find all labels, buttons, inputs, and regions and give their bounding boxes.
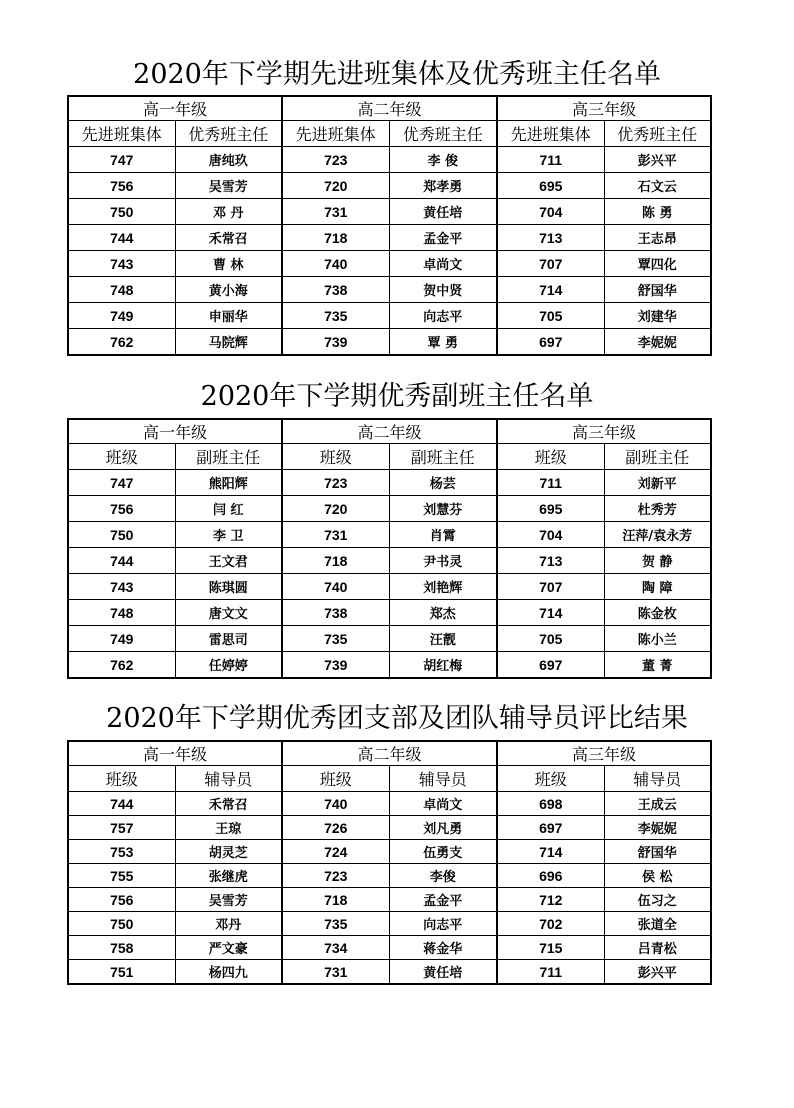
- teacher-name-cell: 汪靓: [389, 626, 497, 652]
- teacher-name-cell: 雷思司: [175, 626, 282, 652]
- column-header-row: [68, 766, 711, 792]
- table-row: [68, 251, 711, 277]
- column-header: 班级: [68, 766, 175, 792]
- teacher-name-cell: 黄任培: [389, 199, 497, 225]
- column-header-row: [68, 444, 711, 470]
- class-number-cell: 714: [497, 600, 604, 626]
- column-header: 先进班集体: [282, 121, 389, 147]
- class-number-cell: 735: [282, 303, 389, 329]
- teacher-name-cell: 黄任培: [389, 960, 497, 985]
- class-number-cell: 744: [68, 548, 175, 574]
- teacher-name-cell: 陶 障: [604, 574, 711, 600]
- teacher-name-cell: 覃四化: [604, 251, 711, 277]
- class-number-cell: 744: [68, 225, 175, 251]
- table-row: [68, 574, 711, 600]
- class-number-cell: 704: [497, 522, 604, 548]
- teacher-name-cell: 陈 勇: [604, 199, 711, 225]
- grade-header-row: [68, 419, 711, 444]
- table-row: [68, 303, 711, 329]
- teacher-name-cell: 唐纯玖: [175, 147, 282, 173]
- grade-header-row: [68, 96, 711, 121]
- class-number-cell: 747: [68, 470, 175, 496]
- class-number-cell: 740: [282, 792, 389, 816]
- teacher-name-cell: 彭兴平: [604, 147, 711, 173]
- table-row: [68, 960, 711, 985]
- column-header: 优秀班主任: [604, 121, 711, 147]
- class-number-cell: 718: [282, 225, 389, 251]
- table-row: [68, 816, 711, 840]
- teacher-name-cell: 刘凡勇: [389, 816, 497, 840]
- class-number-cell: 738: [282, 277, 389, 303]
- class-number-cell: 762: [68, 652, 175, 679]
- column-header: 副班主任: [175, 444, 282, 470]
- teacher-name-cell: 曹 林: [175, 251, 282, 277]
- section-title: 2020年下学期先进班集体及优秀班主任名单: [133, 59, 661, 90]
- column-header: 辅导员: [604, 766, 711, 792]
- teacher-name-cell: 陈金枚: [604, 600, 711, 626]
- teacher-name-cell: 严文豪: [175, 936, 282, 960]
- class-number-cell: 696: [497, 864, 604, 888]
- teacher-name-cell: 刘艳辉: [389, 574, 497, 600]
- table-row: [68, 199, 711, 225]
- class-number-cell: 750: [68, 199, 175, 225]
- teacher-name-cell: 贺中贤: [389, 277, 497, 303]
- class-number-cell: 748: [68, 600, 175, 626]
- teacher-name-cell: 杜秀芳: [604, 496, 711, 522]
- class-number-cell: 738: [282, 600, 389, 626]
- teacher-name-cell: 郑孝勇: [389, 173, 497, 199]
- class-number-cell: 697: [497, 652, 604, 679]
- teacher-name-cell: 李俊: [389, 864, 497, 888]
- class-number-cell: 713: [497, 225, 604, 251]
- teacher-name-cell: 闫 红: [175, 496, 282, 522]
- class-number-cell: 748: [68, 277, 175, 303]
- class-number-cell: 723: [282, 864, 389, 888]
- class-number-cell: 711: [497, 147, 604, 173]
- class-number-cell: 723: [282, 470, 389, 496]
- grade-header: 高三年级: [497, 96, 711, 121]
- teacher-name-cell: 邓 丹: [175, 199, 282, 225]
- class-number-cell: 739: [282, 652, 389, 679]
- class-number-cell: 739: [282, 329, 389, 356]
- teacher-name-cell: 陈琪圆: [175, 574, 282, 600]
- column-header: 副班主任: [389, 444, 497, 470]
- grade-header: 高一年级: [68, 741, 282, 766]
- teacher-name-cell: 侯 松: [604, 864, 711, 888]
- vice-head-teachers-table: [67, 418, 712, 679]
- class-number-cell: 723: [282, 147, 389, 173]
- league-branches-table: [67, 740, 712, 985]
- teacher-name-cell: 尹书灵: [389, 548, 497, 574]
- class-number-cell: 718: [282, 888, 389, 912]
- teacher-name-cell: 申丽华: [175, 303, 282, 329]
- column-header: 班级: [282, 766, 389, 792]
- table-row: [68, 864, 711, 888]
- class-number-cell: 714: [497, 840, 604, 864]
- column-header: 班级: [497, 766, 604, 792]
- grade-header: 高一年级: [68, 96, 282, 121]
- class-number-cell: 762: [68, 329, 175, 356]
- class-number-cell: 697: [497, 816, 604, 840]
- teacher-name-cell: 蒋金华: [389, 936, 497, 960]
- class-number-cell: 735: [282, 626, 389, 652]
- grade-header: 高三年级: [497, 419, 711, 444]
- column-header: 优秀班主任: [389, 121, 497, 147]
- teacher-name-cell: 李妮妮: [604, 329, 711, 356]
- class-number-cell: 731: [282, 960, 389, 985]
- table-row: [68, 225, 711, 251]
- teacher-name-cell: 唐文文: [175, 600, 282, 626]
- teacher-name-cell: 彭兴平: [604, 960, 711, 985]
- class-number-cell: 749: [68, 626, 175, 652]
- teacher-name-cell: 覃 勇: [389, 329, 497, 356]
- class-number-cell: 756: [68, 496, 175, 522]
- table-row: [68, 548, 711, 574]
- class-number-cell: 711: [497, 470, 604, 496]
- column-header: 班级: [497, 444, 604, 470]
- class-number-cell: 755: [68, 864, 175, 888]
- teacher-name-cell: 肖霄: [389, 522, 497, 548]
- teacher-name-cell: 禾常召: [175, 792, 282, 816]
- class-number-cell: 757: [68, 816, 175, 840]
- teacher-name-cell: 杨四九: [175, 960, 282, 985]
- teacher-name-cell: 伍勇支: [389, 840, 497, 864]
- class-number-cell: 713: [497, 548, 604, 574]
- class-number-cell: 707: [497, 251, 604, 277]
- class-number-cell: 724: [282, 840, 389, 864]
- column-header: 班级: [282, 444, 389, 470]
- teacher-name-cell: 舒国华: [604, 840, 711, 864]
- column-header: 辅导员: [389, 766, 497, 792]
- class-number-cell: 707: [497, 574, 604, 600]
- class-number-cell: 734: [282, 936, 389, 960]
- column-header-row: [68, 121, 711, 147]
- column-header: 先进班集体: [497, 121, 604, 147]
- class-number-cell: 731: [282, 199, 389, 225]
- teacher-name-cell: 张继虎: [175, 864, 282, 888]
- grade-header: 高二年级: [282, 419, 497, 444]
- class-number-cell: 758: [68, 936, 175, 960]
- grade-header: 高一年级: [68, 419, 282, 444]
- teacher-name-cell: 吴雪芳: [175, 173, 282, 199]
- teacher-name-cell: 杨芸: [389, 470, 497, 496]
- teacher-name-cell: 熊阳辉: [175, 470, 282, 496]
- grade-header-row: [68, 741, 711, 766]
- table-row: [68, 792, 711, 816]
- class-number-cell: 750: [68, 912, 175, 936]
- class-number-cell: 743: [68, 251, 175, 277]
- class-number-cell: 735: [282, 912, 389, 936]
- teacher-name-cell: 王琼: [175, 816, 282, 840]
- teacher-name-cell: 汪萍/袁永芳: [604, 522, 711, 548]
- teacher-name-cell: 向志平: [389, 912, 497, 936]
- teacher-name-cell: 贺 静: [604, 548, 711, 574]
- teacher-name-cell: 石文云: [604, 173, 711, 199]
- teacher-name-cell: 刘慧芬: [389, 496, 497, 522]
- table-row: [68, 840, 711, 864]
- teacher-name-cell: 刘新平: [604, 470, 711, 496]
- class-number-cell: 712: [497, 888, 604, 912]
- teacher-name-cell: 李 俊: [389, 147, 497, 173]
- class-number-cell: 704: [497, 199, 604, 225]
- table-row: [68, 888, 711, 912]
- table-row: [68, 626, 711, 652]
- class-number-cell: 720: [282, 173, 389, 199]
- class-number-cell: 753: [68, 840, 175, 864]
- class-number-cell: 695: [497, 496, 604, 522]
- teacher-name-cell: 张道全: [604, 912, 711, 936]
- teacher-name-cell: 向志平: [389, 303, 497, 329]
- class-number-cell: 720: [282, 496, 389, 522]
- teacher-name-cell: 胡灵芝: [175, 840, 282, 864]
- class-number-cell: 743: [68, 574, 175, 600]
- table-row: [68, 652, 711, 679]
- class-number-cell: 705: [497, 626, 604, 652]
- grade-header: 高二年级: [282, 741, 497, 766]
- teacher-name-cell: 马院辉: [175, 329, 282, 356]
- class-number-cell: 731: [282, 522, 389, 548]
- column-header: 辅导员: [175, 766, 282, 792]
- class-number-cell: 715: [497, 936, 604, 960]
- class-number-cell: 711: [497, 960, 604, 985]
- teacher-name-cell: 卓尚文: [389, 251, 497, 277]
- teacher-name-cell: 吕青松: [604, 936, 711, 960]
- section-title: 2020年下学期优秀团支部及团队辅导员评比结果: [106, 703, 688, 734]
- teacher-name-cell: 吴雪芳: [175, 888, 282, 912]
- column-header: 副班主任: [604, 444, 711, 470]
- class-number-cell: 702: [497, 912, 604, 936]
- teacher-name-cell: 邓丹: [175, 912, 282, 936]
- teacher-name-cell: 王成云: [604, 792, 711, 816]
- teacher-name-cell: 刘建华: [604, 303, 711, 329]
- column-header: 先进班集体: [68, 121, 175, 147]
- class-number-cell: 747: [68, 147, 175, 173]
- class-number-cell: 697: [497, 329, 604, 356]
- teacher-name-cell: 任婷婷: [175, 652, 282, 679]
- advanced-classes-table: [67, 95, 712, 356]
- table-row: [68, 147, 711, 173]
- table-row: [68, 600, 711, 626]
- section-title: 2020年下学期优秀副班主任名单: [200, 381, 594, 412]
- class-number-cell: 740: [282, 251, 389, 277]
- grade-header: 高二年级: [282, 96, 497, 121]
- teacher-name-cell: 舒国华: [604, 277, 711, 303]
- grade-header: 高三年级: [497, 741, 711, 766]
- class-number-cell: 750: [68, 522, 175, 548]
- table-row: [68, 912, 711, 936]
- column-header: 优秀班主任: [175, 121, 282, 147]
- class-number-cell: 714: [497, 277, 604, 303]
- teacher-name-cell: 郑杰: [389, 600, 497, 626]
- table-row: [68, 522, 711, 548]
- class-number-cell: 695: [497, 173, 604, 199]
- teacher-name-cell: 陈小兰: [604, 626, 711, 652]
- teacher-name-cell: 胡红梅: [389, 652, 497, 679]
- class-number-cell: 756: [68, 173, 175, 199]
- teacher-name-cell: 李 卫: [175, 522, 282, 548]
- class-number-cell: 740: [282, 574, 389, 600]
- teacher-name-cell: 李妮妮: [604, 816, 711, 840]
- teacher-name-cell: 禾常召: [175, 225, 282, 251]
- table-row: [68, 277, 711, 303]
- table-row: [68, 173, 711, 199]
- teacher-name-cell: 卓尚文: [389, 792, 497, 816]
- class-number-cell: 726: [282, 816, 389, 840]
- teacher-name-cell: 孟金平: [389, 225, 497, 251]
- table-row: [68, 936, 711, 960]
- teacher-name-cell: 黄小海: [175, 277, 282, 303]
- table-row: [68, 496, 711, 522]
- table-row: [68, 470, 711, 496]
- table-row: [68, 329, 711, 356]
- teacher-name-cell: 伍习之: [604, 888, 711, 912]
- class-number-cell: 749: [68, 303, 175, 329]
- class-number-cell: 756: [68, 888, 175, 912]
- class-number-cell: 705: [497, 303, 604, 329]
- teacher-name-cell: 王志昂: [604, 225, 711, 251]
- class-number-cell: 698: [497, 792, 604, 816]
- class-number-cell: 744: [68, 792, 175, 816]
- class-number-cell: 718: [282, 548, 389, 574]
- teacher-name-cell: 王文君: [175, 548, 282, 574]
- teacher-name-cell: 孟金平: [389, 888, 497, 912]
- teacher-name-cell: 董 菁: [604, 652, 711, 679]
- class-number-cell: 751: [68, 960, 175, 985]
- column-header: 班级: [68, 444, 175, 470]
